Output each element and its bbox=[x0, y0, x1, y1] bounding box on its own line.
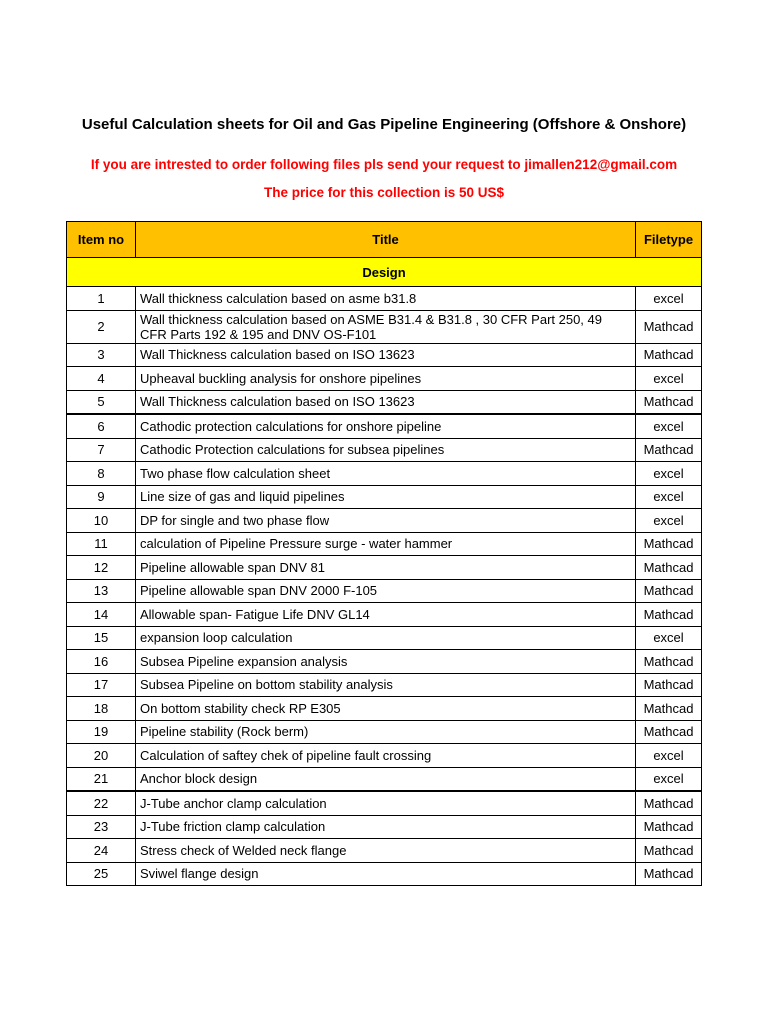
table-row bbox=[67, 839, 702, 863]
table-row bbox=[67, 438, 702, 462]
table-row bbox=[67, 626, 702, 650]
title-cell: calculation of Pipeline Pressure surge - water hammer bbox=[136, 532, 636, 556]
filetype-cell: Mathcad bbox=[636, 791, 702, 815]
item-no-cell: 21 bbox=[67, 767, 136, 791]
table-row bbox=[67, 287, 702, 311]
title-cell: Allowable span- Fatigue Life DNV GL14 bbox=[136, 603, 636, 627]
title-cell: Wall thickness calculation based on ASME B31.4 & B31.8 , 30 CFR Part 250, 49 CFR Parts 192 & 195 and DNV OS-F101 bbox=[136, 310, 636, 343]
item-no-cell: 7 bbox=[67, 438, 136, 462]
title-cell: Wall thickness calculation based on asme b31.8 bbox=[136, 287, 636, 311]
item-no-cell: 12 bbox=[67, 556, 136, 580]
filetype-cell: excel bbox=[636, 414, 702, 438]
title-cell: Subsea Pipeline on bottom stability analysis bbox=[136, 673, 636, 697]
table-row bbox=[67, 367, 702, 391]
item-no-cell: 3 bbox=[67, 343, 136, 367]
section-row bbox=[67, 258, 702, 287]
table-row bbox=[67, 532, 702, 556]
item-no-cell: 17 bbox=[67, 673, 136, 697]
item-no-cell: 19 bbox=[67, 720, 136, 744]
title-cell: J-Tube friction clamp calculation bbox=[136, 815, 636, 839]
title-cell: Wall Thickness calculation based on ISO 13623 bbox=[136, 343, 636, 367]
filetype-cell: Mathcad bbox=[636, 343, 702, 367]
table-row bbox=[67, 310, 702, 343]
filetype-cell: excel bbox=[636, 509, 702, 533]
title-cell: Anchor block design bbox=[136, 767, 636, 791]
filetype-cell: Mathcad bbox=[636, 839, 702, 863]
filetype-cell: Mathcad bbox=[636, 310, 702, 343]
header-row bbox=[67, 222, 702, 258]
title-cell: Upheaval buckling analysis for onshore pipelines bbox=[136, 367, 636, 391]
title-cell: Cathodic protection calculations for onshore pipeline bbox=[136, 414, 636, 438]
filetype-cell: excel bbox=[636, 462, 702, 486]
order-notice: If you are intrested to order following files pls send your request to jimallen212@gmail.com bbox=[90, 157, 678, 172]
table-row bbox=[67, 414, 702, 438]
title-cell: On bottom stability check RP E305 bbox=[136, 697, 636, 721]
document-title: Useful Calculation sheets for Oil and Gas Pipeline Engineering (Offshore & Onshore) bbox=[81, 116, 687, 133]
table-row bbox=[67, 556, 702, 580]
filetype-cell: Mathcad bbox=[636, 862, 702, 886]
title-cell: Pipeline stability (Rock berm) bbox=[136, 720, 636, 744]
table-row bbox=[67, 744, 702, 768]
title-cell: Cathodic Protection calculations for subsea pipelines bbox=[136, 438, 636, 462]
item-no-cell: 2 bbox=[67, 310, 136, 343]
table-row bbox=[67, 815, 702, 839]
table-row bbox=[67, 767, 702, 791]
item-no-cell: 18 bbox=[67, 697, 136, 721]
table-row bbox=[67, 697, 702, 721]
title-cell: Two phase flow calculation sheet bbox=[136, 462, 636, 486]
item-no-cell: 10 bbox=[67, 509, 136, 533]
table-row bbox=[67, 791, 702, 815]
item-no-cell: 9 bbox=[67, 485, 136, 509]
table-row bbox=[67, 509, 702, 533]
title-cell: Stress check of Welded neck flange bbox=[136, 839, 636, 863]
filetype-cell: excel bbox=[636, 626, 702, 650]
filetype-cell: excel bbox=[636, 287, 702, 311]
table-row bbox=[67, 862, 702, 886]
calculation-sheets-table bbox=[66, 221, 702, 886]
item-no-cell: 8 bbox=[67, 462, 136, 486]
item-no-cell: 11 bbox=[67, 532, 136, 556]
title-cell: Calculation of saftey chek of pipeline fault crossing bbox=[136, 744, 636, 768]
filetype-cell: excel bbox=[636, 485, 702, 509]
item-no-cell: 1 bbox=[67, 287, 136, 311]
filetype-cell: Mathcad bbox=[636, 390, 702, 414]
item-no-cell: 20 bbox=[67, 744, 136, 768]
item-no-cell: 22 bbox=[67, 791, 136, 815]
item-no-cell: 4 bbox=[67, 367, 136, 391]
item-no-cell: 16 bbox=[67, 650, 136, 674]
header-title: Title bbox=[136, 222, 636, 258]
table-row bbox=[67, 462, 702, 486]
filetype-cell: Mathcad bbox=[636, 438, 702, 462]
header-filetype: Filetype bbox=[636, 222, 702, 258]
title-cell: DP for single and two phase flow bbox=[136, 509, 636, 533]
filetype-cell: Mathcad bbox=[636, 556, 702, 580]
table-row bbox=[67, 579, 702, 603]
item-no-cell: 25 bbox=[67, 862, 136, 886]
table-row bbox=[67, 720, 702, 744]
filetype-cell: Mathcad bbox=[636, 815, 702, 839]
header-item-no: Item no bbox=[67, 222, 136, 258]
price-notice: The price for this collection is 50 US$ bbox=[263, 185, 505, 200]
filetype-cell: Mathcad bbox=[636, 579, 702, 603]
title-cell: Line size of gas and liquid pipelines bbox=[136, 485, 636, 509]
filetype-cell: Mathcad bbox=[636, 720, 702, 744]
filetype-cell: excel bbox=[636, 744, 702, 768]
title-cell: Sviwel flange design bbox=[136, 862, 636, 886]
item-no-cell: 15 bbox=[67, 626, 136, 650]
table-row bbox=[67, 390, 702, 414]
title-cell: Pipeline allowable span DNV 2000 F-105 bbox=[136, 579, 636, 603]
item-no-cell: 24 bbox=[67, 839, 136, 863]
filetype-cell: Mathcad bbox=[636, 603, 702, 627]
table-row bbox=[67, 485, 702, 509]
item-no-cell: 23 bbox=[67, 815, 136, 839]
item-no-cell: 13 bbox=[67, 579, 136, 603]
filetype-cell: excel bbox=[636, 367, 702, 391]
item-no-cell: 5 bbox=[67, 390, 136, 414]
table-row bbox=[67, 673, 702, 697]
item-no-cell: 6 bbox=[67, 414, 136, 438]
filetype-cell: Mathcad bbox=[636, 673, 702, 697]
title-cell: Pipeline allowable span DNV 81 bbox=[136, 556, 636, 580]
section-label: Design bbox=[67, 258, 702, 287]
title-cell: Wall Thickness calculation based on ISO 13623 bbox=[136, 390, 636, 414]
filetype-cell: Mathcad bbox=[636, 532, 702, 556]
table-row bbox=[67, 343, 702, 367]
filetype-cell: Mathcad bbox=[636, 650, 702, 674]
title-cell: expansion loop calculation bbox=[136, 626, 636, 650]
filetype-cell: Mathcad bbox=[636, 697, 702, 721]
table-row bbox=[67, 650, 702, 674]
title-cell: J-Tube anchor clamp calculation bbox=[136, 791, 636, 815]
item-no-cell: 14 bbox=[67, 603, 136, 627]
table-row bbox=[67, 603, 702, 627]
filetype-cell: excel bbox=[636, 767, 702, 791]
title-cell: Subsea Pipeline expansion analysis bbox=[136, 650, 636, 674]
